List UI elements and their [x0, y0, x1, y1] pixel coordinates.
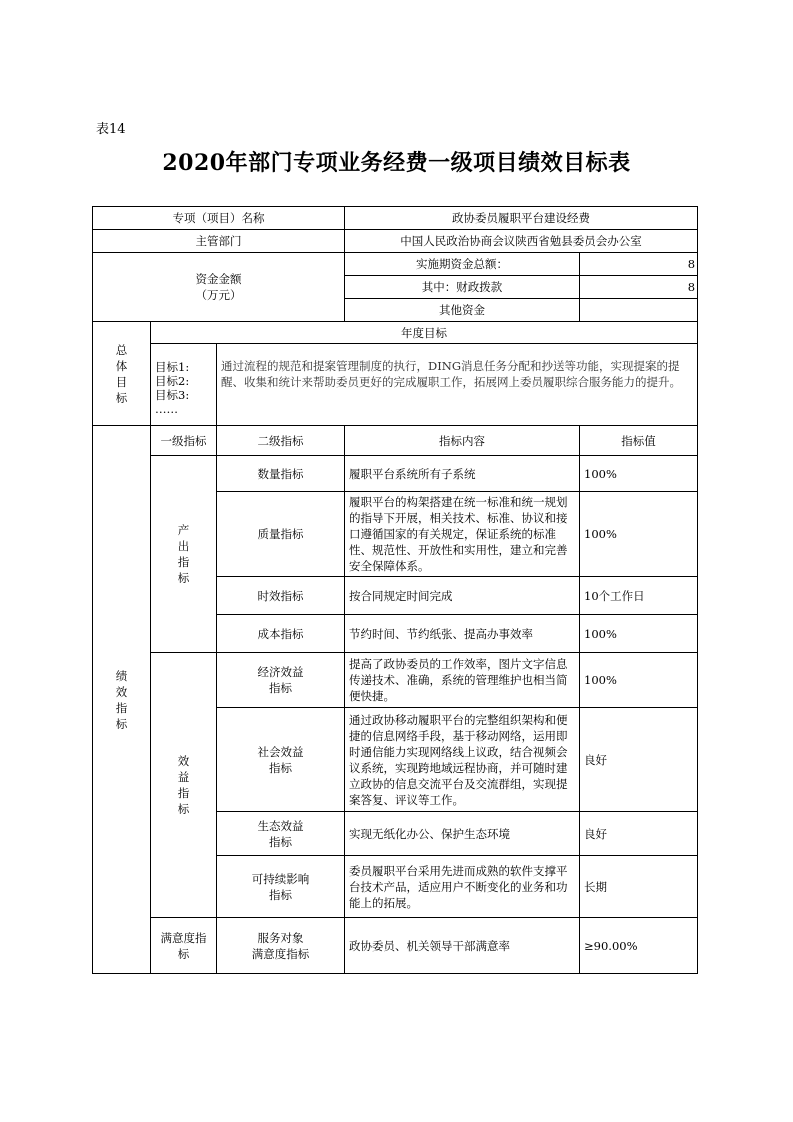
funds-label: 资金金额 [195, 272, 242, 286]
cost-indicator-value: 100% [580, 615, 698, 653]
quantity-indicator-value: 100% [580, 456, 698, 492]
timeliness-indicator-name: 时效指标 [217, 577, 345, 615]
goal-text: 通过流程的规范和提案管理制度的执行，DING消息任务分配和抄送等功能，实现提案的提醒、收集和统计来帮助委员更好的完成履职工作，拓展网上委员履职综合服务能力的提升。 [217, 344, 698, 426]
funds-label-cell [93, 253, 345, 322]
quality-indicator-name: 质量指标 [217, 492, 345, 577]
col-level2-header: 二级指标 [217, 426, 345, 456]
funds-unit: （万元） [195, 288, 242, 302]
col-value-header: 指标值 [580, 426, 698, 456]
performance-table [92, 206, 698, 974]
total-funds-value: 8 [580, 253, 698, 276]
page-title: 2020年部门专项业务经费一级项目绩效目标表 [162, 150, 631, 176]
quantity-indicator-name: 数量指标 [217, 456, 345, 492]
sustainable-impact-name: 可持续影响 指标 [217, 856, 345, 918]
department-value: 中国人民政治协商会议陕西省勉县委员会办公室 [345, 230, 698, 253]
sustainable-impact-content: 委员履职平台采用先进而成熟的软件支撑平台技术产品，适应用户不断变化的业务和功能上的拓展。 [345, 856, 580, 918]
output-indicator-label: 产出指标 [177, 523, 190, 585]
annual-goal-label: 年度目标 [151, 322, 698, 344]
economic-benefit-value: 100% [580, 653, 698, 708]
table-number: 表14 [96, 122, 126, 137]
timeliness-indicator-value: 10个工作日 [580, 577, 698, 615]
social-benefit-name: 社会效益 指标 [217, 708, 345, 812]
timeliness-indicator-content: 按合同规定时间完成 [345, 577, 580, 615]
ecological-benefit-content: 实现无纸化办公、保护生态环境 [345, 812, 580, 856]
output-indicator-section [151, 456, 217, 653]
col-level1-header: 一级指标 [151, 426, 217, 456]
fiscal-funds-value: 8 [580, 276, 698, 299]
performance-indicator-label: 绩效指标 [115, 668, 128, 731]
benefit-indicator-label: 效益指标 [177, 754, 190, 816]
overall-goal-label: 总体目标 [115, 342, 128, 405]
social-benefit-content: 通过政协移动履职平台的完整组织架构和便捷的信息网络手段，基于移动网络，运用即时通信能力实现网络线上议政，结合视频会议系统，实现跨地域远程协商，并可随时建立政协的信息交流平台及交流群组，实现提案答复、评议等工作。 [345, 708, 580, 812]
satisfaction-indicator-value: ≥90.00% [580, 918, 698, 974]
performance-indicator-section [93, 426, 151, 974]
project-name-value: 政协委员履职平台建设经费 [345, 207, 698, 230]
project-name-label: 专项（项目）名称 [93, 207, 345, 230]
satisfaction-indicator-content: 政协委员、机关领导干部满意率 [345, 918, 580, 974]
social-benefit-value: 良好 [580, 708, 698, 812]
economic-benefit-content: 提高了政协委员的工作效率，图片文字信息传递技术、准确，系统的管理维护也相当简便快捷。 [345, 653, 580, 708]
sustainable-impact-value: 长期 [580, 856, 698, 918]
cost-indicator-content: 节约时间、节约纸张、提高办事效率 [345, 615, 580, 653]
benefit-indicator-section [151, 653, 217, 918]
overall-goal-section [93, 322, 151, 426]
total-funds-label: 实施期资金总额： [345, 253, 580, 276]
cost-indicator-name: 成本指标 [217, 615, 345, 653]
satisfaction-indicator-name: 服务对象 满意度指标 [217, 918, 345, 974]
goal-targets-label: 目标1: 目标2: 目标3: …… [151, 344, 217, 426]
col-content-header: 指标内容 [345, 426, 580, 456]
other-funds-label: 其他资金 [345, 299, 580, 322]
economic-benefit-name: 经济效益 指标 [217, 653, 345, 708]
quality-indicator-content: 履职平台的构架搭建在统一标准和统一规划的指导下开展，相关技术、标准、协议和接口遵循国家的有关规定，保证系统的标准性、规范性、开放性和实用性，建立和完善安全保障体系。 [345, 492, 580, 577]
fiscal-funds-label: 其中：财政拨款 [345, 276, 580, 299]
satisfaction-indicator-label: 满意度指标 [151, 918, 217, 974]
quantity-indicator-content: 履职平台系统所有子系统 [345, 456, 580, 492]
ecological-benefit-value: 良好 [580, 812, 698, 856]
quality-indicator-value: 100% [580, 492, 698, 577]
other-funds-value [580, 299, 698, 322]
ecological-benefit-name: 生态效益 指标 [217, 812, 345, 856]
department-label: 主管部门 [93, 230, 345, 253]
